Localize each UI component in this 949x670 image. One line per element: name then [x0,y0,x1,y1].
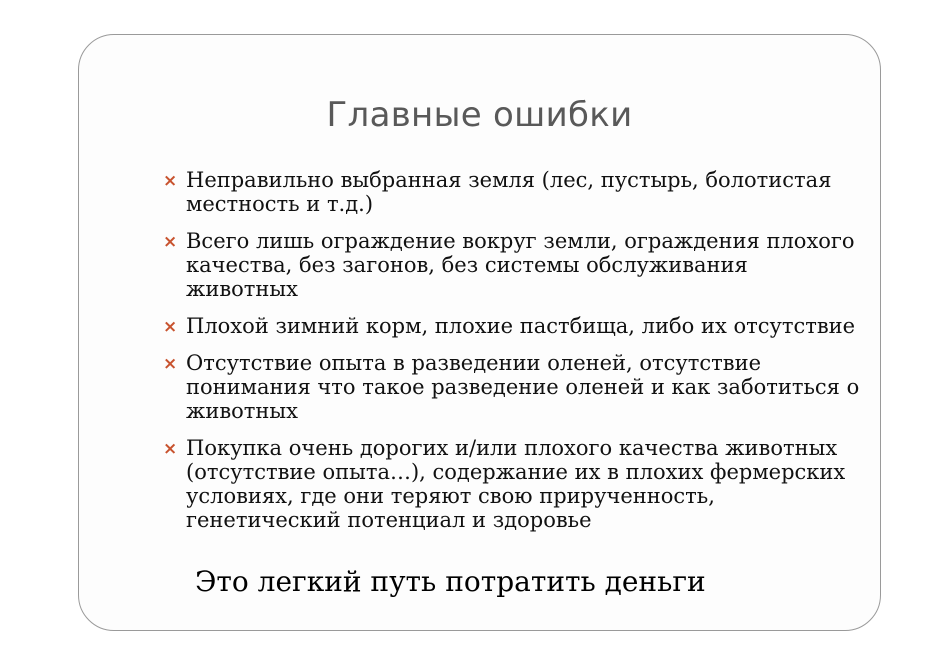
bullet-text: Покупка очень дорогих и/или плохого качества животных (отсутствие опыта…), содержание их в плохих фермерских условиях, где они теряют свою прирученность, генетический потенциал и здоровье [186,436,846,532]
bullet-list [163,168,863,545]
bullet-text: Отсутствие опыта в разведении оленей, отсутствие понимания что такое разведение оленей и как заботиться о животных [186,351,860,423]
cross-icon: × [163,171,178,191]
cross-icon: × [163,439,178,459]
bullet-item [163,351,863,423]
slide [78,34,881,631]
bullet-item [163,314,863,338]
cross-icon: × [163,317,178,337]
cross-icon: × [163,232,178,252]
conclusion-text: Это легкий путь потратить деньги [195,565,706,598]
cross-icon: × [163,354,178,374]
slide-title: Главные ошибки [326,95,633,135]
bullet-item [163,229,863,301]
bullet-item [163,436,863,532]
bullet-text: Плохой зимний корм, плохие пастбища, либо их отсутствие [186,314,856,338]
bullet-text: Неправильно выбранная земля (лес, пустырь, болотистая местность и т.д.) [186,168,832,216]
bullet-text: Всего лишь ограждение вокруг земли, ограждения плохого качества, без загонов, без системы обслуживания животных [186,229,855,301]
bullet-item [163,168,863,216]
